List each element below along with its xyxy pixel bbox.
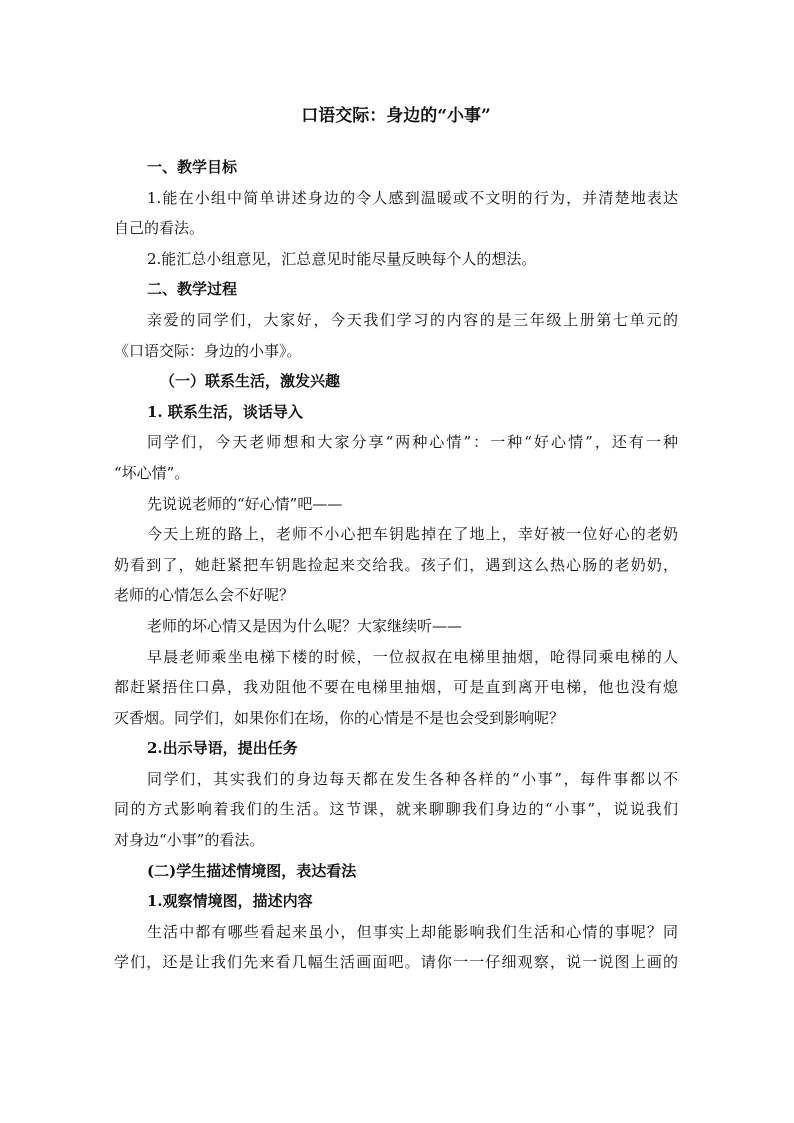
document-body [114, 100, 678, 978]
paragraph-line: 同学们，其实我们的身边每天都在发生各种各样的“小事”，每件事都以不 [147, 769, 678, 788]
step-heading: 1. 联系生活，谈话导入 [147, 402, 303, 421]
paragraph-line: 早晨老师乘坐电梯下楼的时候，一位叔叔在电梯里抽烟，呛得同乘电梯的人 [147, 647, 678, 666]
paragraph-line: “坏心情”。 [114, 463, 190, 482]
paragraph-line: 生活中都有哪些看起来虽小，但事实上却能影响我们生活和心情的事呢？同 [147, 922, 678, 941]
paragraph-line: 灭香烟。同学们，如果你们在场，你的心情是不是也会受到影响呢？ [114, 708, 565, 727]
paragraph-line: 2.能汇总小组意见，汇总意见时能尽量反映每个人的想法。 [147, 249, 537, 268]
paragraph-line: 同的方式影响着我们的生活。这节课，就来聊聊我们身边的“小事”，说说我们 [114, 800, 678, 819]
paragraph-line: 自己的看法。 [114, 219, 205, 238]
paragraph-line: 老师的坏心情又是因为什么呢？大家继续听—— [147, 616, 463, 635]
paragraph-line: 亲爱的同学们，大家好，今天我们学习的内容的是三年级上册第七单元的 [147, 310, 678, 329]
paragraph-line: 老师的心情怎么会不好呢？ [114, 586, 295, 605]
paragraph-line: 对身边“小事”的看法。 [114, 831, 265, 850]
subsection-heading: (二)学生描述情境图，表达看法 [147, 861, 357, 880]
paragraph-line: 《口语交际：身边的小事》。 [114, 341, 302, 360]
subsection-heading: （一）联系生活，激发兴趣 [160, 372, 341, 391]
section-heading-goals: 一、教学目标 [147, 158, 238, 176]
page-title: 口语交际：身边的“小事” [301, 106, 491, 126]
step-heading: 2.出示导语，提出任务 [147, 739, 298, 758]
paragraph-line: 都赶紧捂住口鼻，我劝阻他不要在电梯里抽烟，可是直到离开电梯，他也没有熄 [114, 678, 678, 697]
paragraph-line: 学们，还是让我们先来看几幅生活画面吧。请你一一仔细观察，说一说图上画的 [114, 953, 678, 972]
paragraph-line: 同学们，今天老师想和大家分享“两种心情”：一种“好心情”，还有一种 [147, 433, 678, 452]
paragraph-line: 奶看到了，她赶紧把车钥匙捡起来交给我。孩子们，遇到这么热心肠的老奶奶， [114, 555, 678, 574]
paragraph-line: 今天上班的路上，老师不小心把车钥匙掉在了地上，幸好被一位好心的老奶 [147, 525, 678, 544]
paragraph-line: 1.能在小组中简单讲述身边的令人感到温暖或不文明的行为，并清楚地表达 [147, 188, 678, 207]
section-heading-process: 二、教学过程 [147, 280, 238, 299]
paragraph-line: 先说说老师的“好心情”吧—— [147, 494, 343, 513]
step-heading: 1.观察情境图，描述内容 [147, 892, 313, 911]
